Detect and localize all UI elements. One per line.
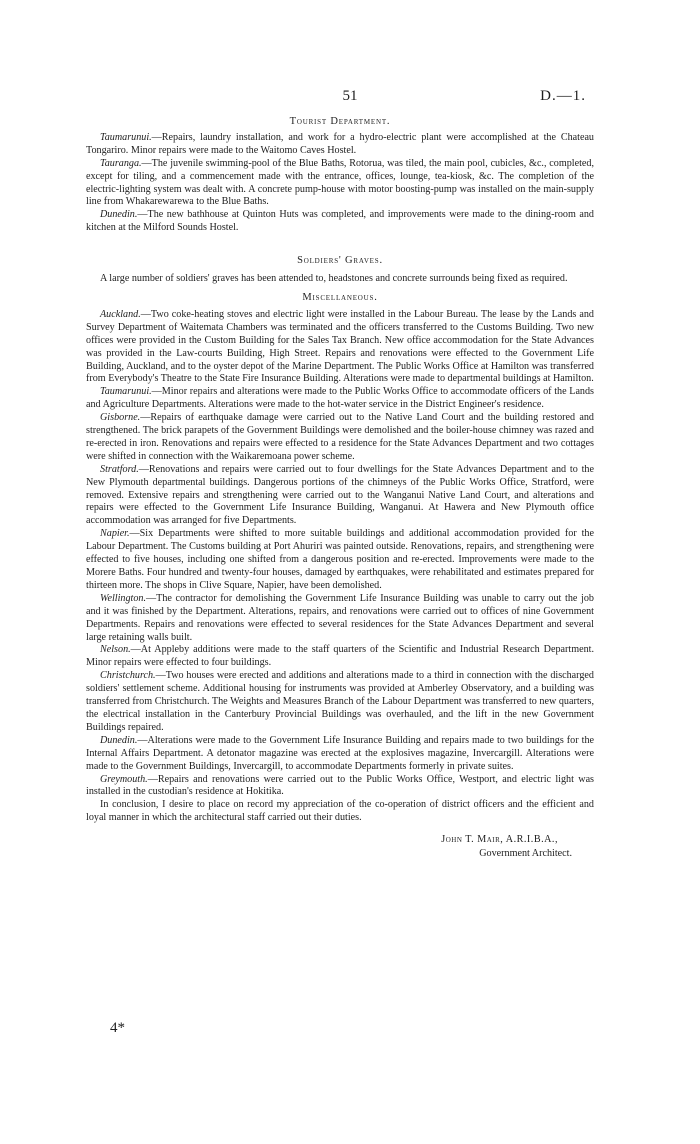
place-name: Gisborne. xyxy=(100,412,141,424)
paragraph xyxy=(86,309,594,386)
place-name: Napier. xyxy=(100,528,130,540)
paragraph-text: —Alterations were made to the Government Life Insurance Building and repairs made to two buildings for the Internal Affairs Department. A detonator magazine was erected at the explosives magazine, Invercargill. Alterations were made to the Government Buildings, Invercargill, to accommodate Departments formerly in private suites. xyxy=(86,734,594,772)
paragraph xyxy=(86,644,594,670)
signature-block xyxy=(86,833,594,861)
place-name: Taumarunui. xyxy=(100,131,152,143)
signatory-title: Government Architect. xyxy=(479,848,572,860)
paragraph xyxy=(86,386,594,412)
place-name: Nelson. xyxy=(100,644,131,656)
paragraph-text: —Repairs, laundry installation, and work for a hydro-electric plant were accomplished at the Chateau Tongariro. Minor repairs were made to the Waitomo Caves Hostel. xyxy=(86,131,594,156)
paragraph-text: —Six Departments were shifted to more suitable buildings and additional accommodation provided for the Labour Department. The Customs building at Port Ahuriri was painted outside. Renovations, repairs, and strengthening were effected to five houses, including one shifted from a dangerous position and re-erected. Improvements were made to the Morere Baths. Four hundred and twenty-four houses, damaged by earthquakes, were rehabilitated and estimates prepared for thirteen more. The shops in Clive Square, Napier, have been demolished. xyxy=(86,528,594,591)
paragraph-text: —Renovations and repairs were carried out to four dwellings for the State Advances Department and to the New Plymouth departmental buildings. Dangerous portions of the chimneys of the Public Works Office, Stratford, were removed. Extensive repairs and strengthening were carried out to the Wanganui Native Land Court, and alterations and repairs were effected to the Government Life Insurance Building, Wanganui. At Hawera and New Plymouth office accommodation was arranged for five Departments. xyxy=(86,463,594,527)
paragraph-text: —Repairs and renovations were carried out to the Public Works Office, Westport, and electric light was installed in the custodian's residence at Hokitika. xyxy=(86,773,594,798)
place-name: Taumarunui. xyxy=(100,386,152,398)
place-name: Christchurch. xyxy=(100,670,156,682)
paragraph-text: —Two houses were erected and additions and alterations made to a third in connection with the discharged soldiers' settlement scheme. Additional housing for instruments was provided at Amberley Observatory, and a building was transferred from Christchurch. The Weights and Measures Branch of the Labour Department was transferred to new quarters, the electrical installation in the Canterbury Provincial Buildings was overhauled, and the lift in the new Government Buildings repaired. xyxy=(86,670,594,733)
paragraph-text: —Repairs of earthquake damage were carried out to the Native Land Court and the building restored and strengthened. The brick parapets of the Government Buildings were demolished and the boiler-house chimney was razed and re-erected in iron. Renovations and repairs were effected to a residence for the State Advances Department and two cottages were shifted in connection with the Waikaremoana power scheme. xyxy=(86,412,594,462)
paragraph-text: —The new bathhouse at Quinton Huts was completed, and improvements were made to the dining-room and kitchen at the Milford Sounds Hostel. xyxy=(86,209,594,234)
sheet-signature-mark: 4* xyxy=(110,1020,125,1036)
signatory-name: John T. Mair, A.R.I.B.A., xyxy=(441,834,558,846)
place-name: Dunedin. xyxy=(100,209,138,221)
section-heading-soldiers-graves: Soldiers' Graves. xyxy=(297,255,383,267)
paragraph xyxy=(86,593,594,645)
place-name: Greymouth. xyxy=(100,773,148,785)
paragraph xyxy=(86,412,594,464)
paragraph: A large number of soldiers' graves has been attended to, headstones and concrete surrounds being fixed as required. xyxy=(100,273,568,285)
place-name: Stratford. xyxy=(100,463,139,475)
paragraph xyxy=(86,132,594,158)
paragraph-text: —Minor repairs and alterations were made to the Public Works Office to accommodate officers of the Lands and Agriculture Departments. Alterations were made to the hot-water service in the District Engineer's residence. xyxy=(86,386,594,411)
paragraph xyxy=(86,209,594,235)
closing-paragraph: In conclusion, I desire to place on record my appreciation of the co-operation of district officers and the efficient and loyal manner in which the architectural staff carried out their duties. xyxy=(86,799,594,824)
paragraph-text: —Two coke-heating stoves and electric light were installed in the Labour Bureau. The lease by the Lands and Survey Department of Waitemata Chambers was terminated and the officers transferred to the Customs Building. Two new offices were provided in the Custom Building for the Sales Tax Branch. New office accommodation for the State Advances was provided in the Law-courts Building, High Street. Repairs and renovations were effected to the Government Life Building, Auckland, and to the oyster depot of the Marine Department. The Public Works Office at Hamilton was transferred from Everybody's Theatre to the State Fire Insurance Building. Alterations were made to departmental buildings at Hamilton. xyxy=(86,308,594,385)
paragraph xyxy=(86,735,594,774)
section-heading-tourist: Tourist Department. xyxy=(289,116,391,127)
paragraph xyxy=(86,528,594,593)
paragraph-text: —The contractor for demolishing the Government Life Insurance Building was unable to carry out the job and it was finished by the Department. Alterations, repairs, and renovations were carried out to offices of nine Government Departments. Repairs and renovations were effected to several residences for the State Advances Department and several large retaining walls built. xyxy=(86,592,594,643)
paragraph-text: —The juvenile swimming-pool of the Blue Baths, Rotorua, was tiled, the main pool, cubicles, &c., completed, except for tiling, and a commencement made with the entrance, offices, lounge, tea-kiosk, &c. The completion of the electric-lighting system was dealt with. A concrete pump-house with motor boosting-pump was installed on the main-supply line from Whakarewarewa to the Blue Baths. xyxy=(86,157,594,208)
place-name: Auckland. xyxy=(100,308,141,320)
report-body xyxy=(86,116,594,861)
place-name: Dunedin. xyxy=(100,734,138,746)
paragraph xyxy=(86,158,594,210)
paragraph-text: —At Appleby additions were made to the staff quarters of the Scientific and Industrial Research Department. Minor repairs were effected to four buildings. xyxy=(86,644,594,669)
place-name: Tauranga. xyxy=(100,157,142,169)
paragraph xyxy=(86,670,594,735)
paragraph xyxy=(86,464,594,529)
section-heading-miscellaneous: Miscellaneous. xyxy=(302,291,378,303)
page-number: 51 xyxy=(342,88,358,104)
place-name: Wellington. xyxy=(100,592,147,604)
paragraph xyxy=(86,774,594,800)
document-reference: D.—1. xyxy=(540,88,586,104)
